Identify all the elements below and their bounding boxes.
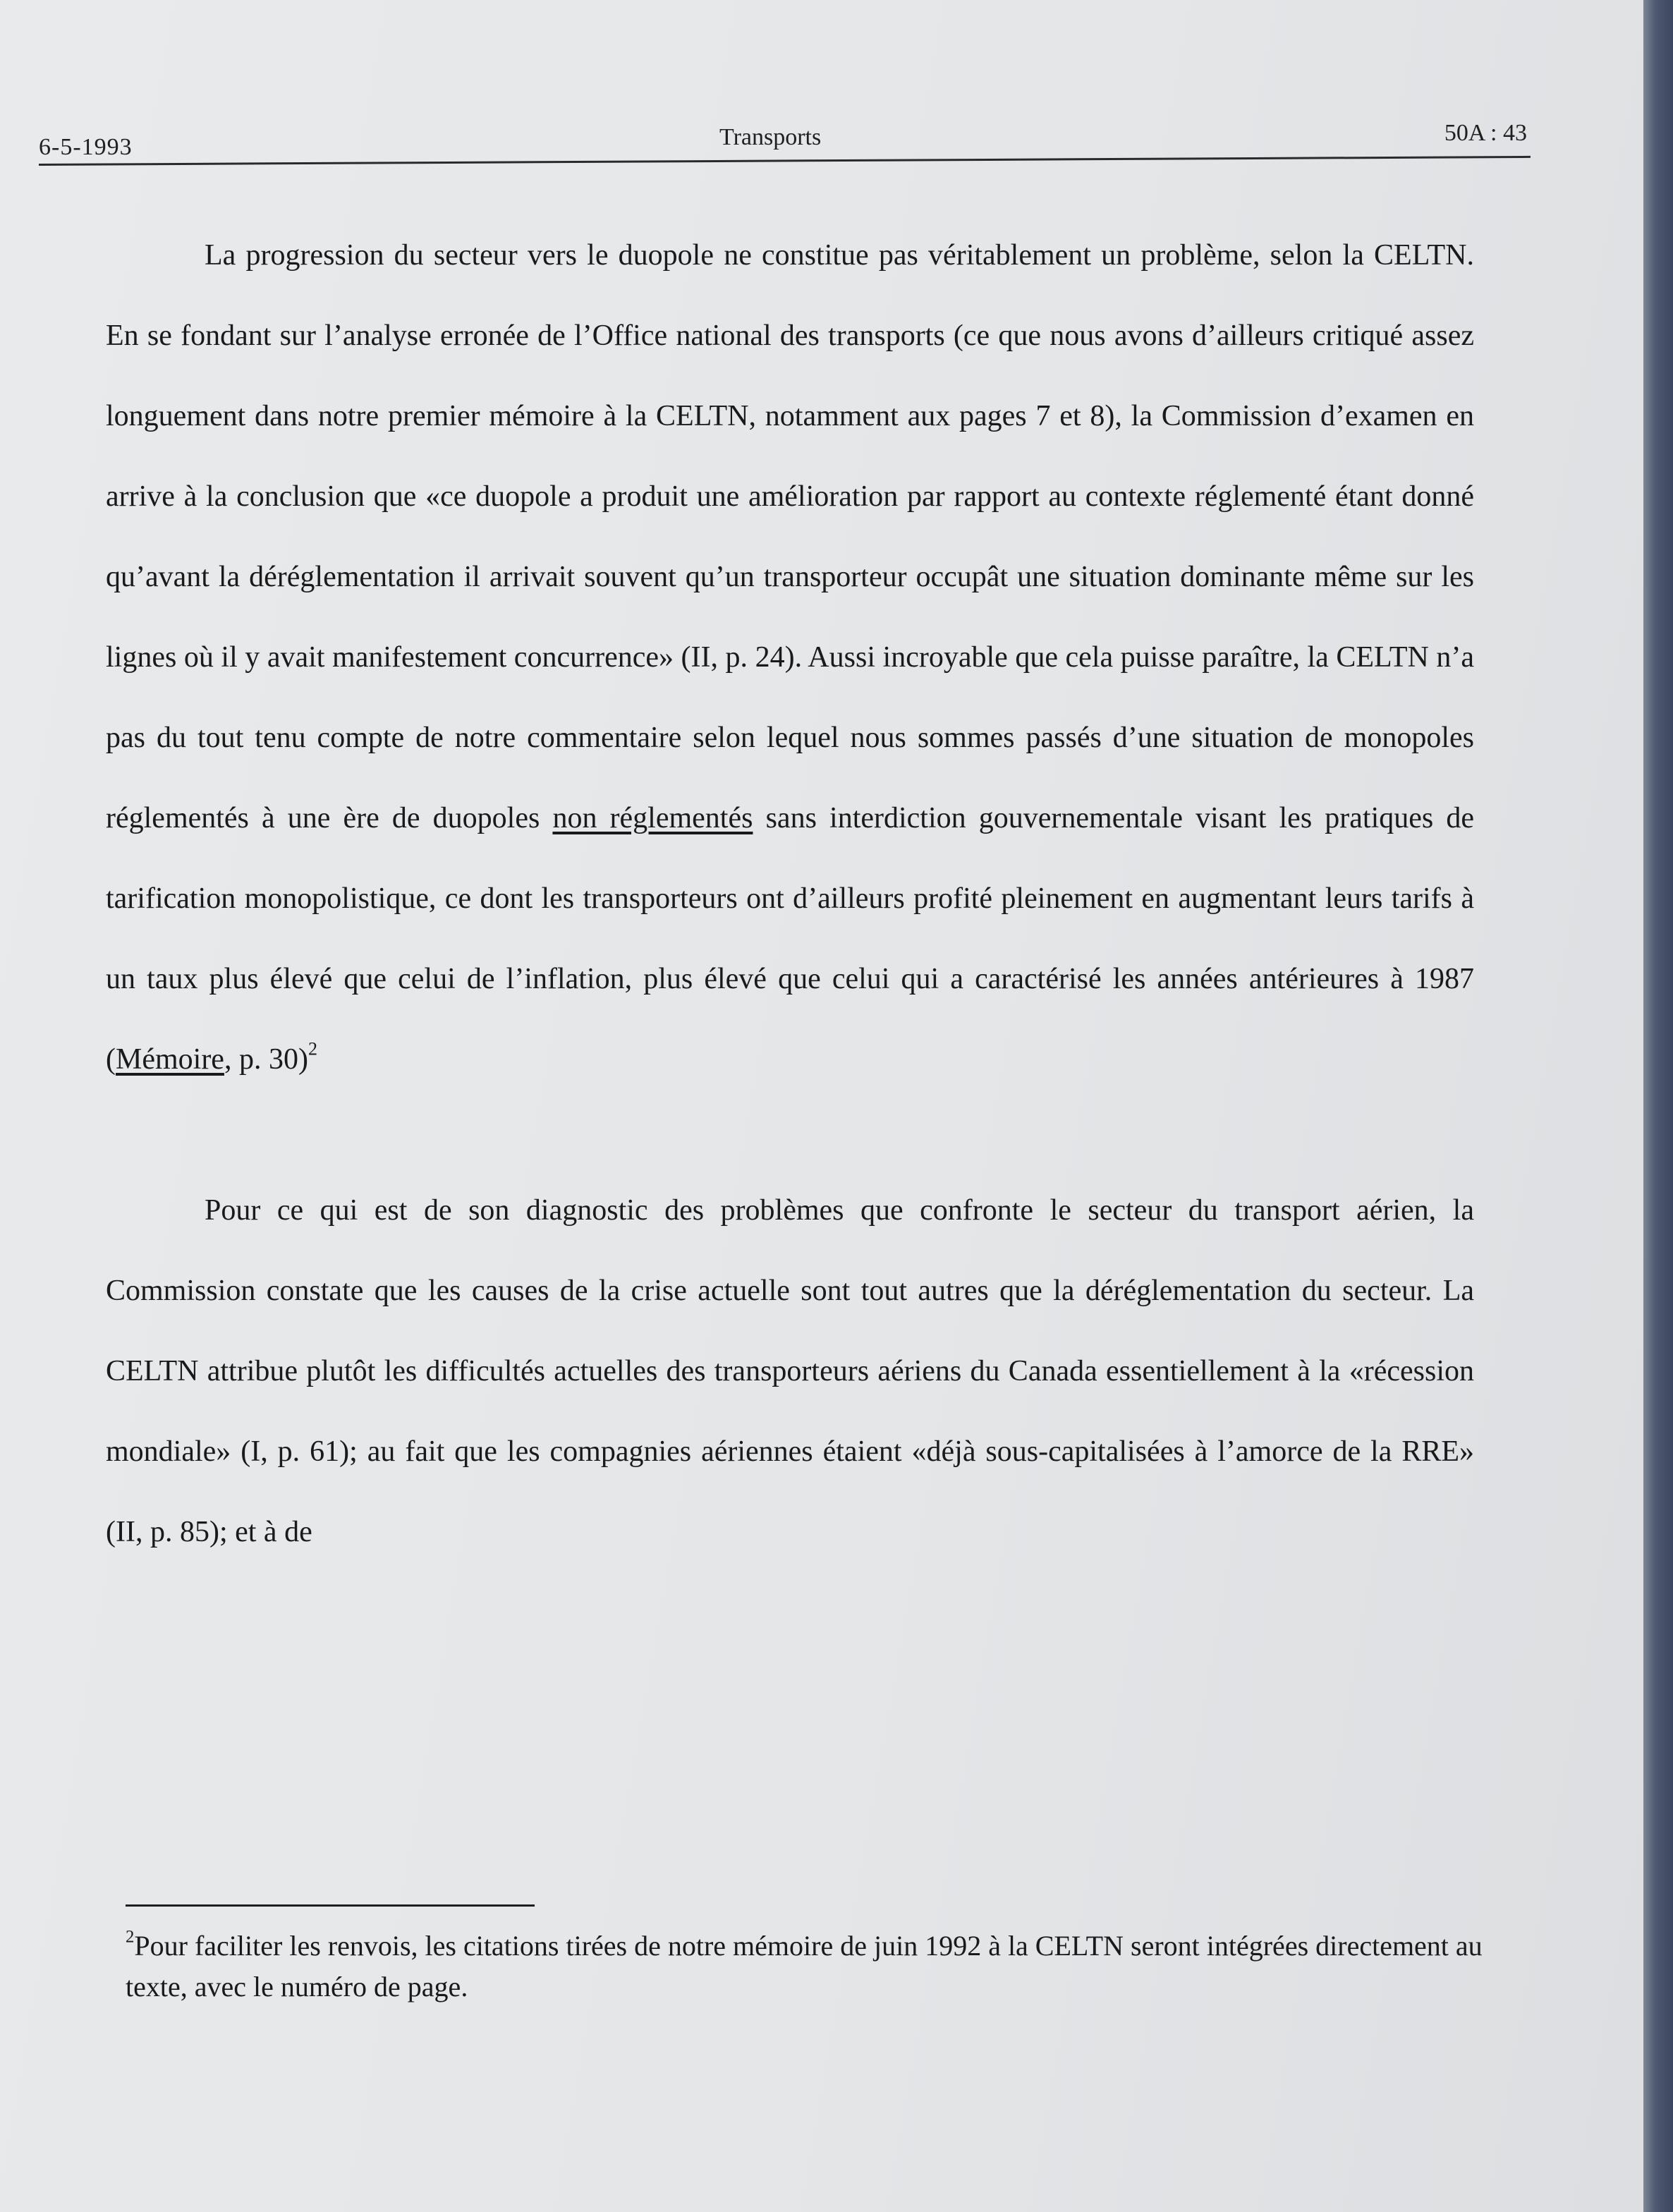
- body-text: [106, 215, 1474, 1572]
- underlined-memoire: Mémoire: [116, 1043, 224, 1076]
- paragraph-2: Pour ce qui est de son diagnostic des problèmes que confronte le secteur du transport aérien, la Commission constate que les causes de la crise actuelle sont tout autres que la déréglementation du secteur. La CELTN attribue plutôt les difficultés actuelles des transporteurs aériens du Canada essentiellement à la «récession mondiale» (I, p. 61); au fait que les compagnies aériennes étaient «déjà sous-capitalisées à l’amorce de la RRE» (II, p. 85); et à de: [106, 1194, 1474, 1548]
- paragraph-1-text-c: , p. 30): [224, 1043, 308, 1076]
- footnote-reference: 2: [308, 1038, 317, 1059]
- header-title: Transports: [719, 124, 822, 150]
- book-binding-edge: [1643, 0, 1673, 2212]
- paragraph-1-text-a: La progression du secteur vers le duopole ne constitue pas véritablement un problème, selon la CELTN. En se fondant sur l’analyse erronée de l’Office national des transports (ce que nous avons d’ailleurs critiqué assez longuement dans notre premier mémoire à la CELTN, notamment aux pages 7 et 8), la Commission d’examen en arrive à la conclusion que «ce duopole a produit une amélioration par rapport au contexte réglementé étant donné qu’avant la déréglementation il arrivait souvent qu’un transporteur occupât une situation dominante même sur les lignes où il y avait manifestement concurrence» (II, p. 24). Aussi incroyable que cela puisse paraître, la CELTN n’a pas du tout tenu compte de notre commentaire selon lequel nous sommes passés d’une situation de monopoles réglementés à une ère de duopoles: [106, 239, 1474, 834]
- paragraph-1: [106, 215, 1474, 1100]
- footnote-rule: [126, 1904, 535, 1907]
- underlined-non-reglementes: non réglementés: [552, 802, 753, 834]
- header-page-number: 50A : 43: [1444, 120, 1527, 146]
- footnote-marker: 2: [126, 1927, 135, 1947]
- paragraph-1-text-b: sans interdiction gouvernementale visant les pratiques de tarification monopolistique, ce dont les transporteurs ont d’ailleurs profité pleinement en augmentant leurs tarifs à un taux plus élevé que celui de l’inflation, plus élevé que celui qui a caractérisé les années antérieures à 1987 (: [106, 802, 1474, 1076]
- header-date: 6-5-1993: [39, 134, 133, 160]
- footnote-text: Pour faciliter les renvois, les citations tirées de notre mémoire de juin 1992 à la CELTN seront intégrées directement au texte, avec le numéro de page.: [126, 1930, 1483, 2003]
- footnote: [126, 1926, 1487, 2007]
